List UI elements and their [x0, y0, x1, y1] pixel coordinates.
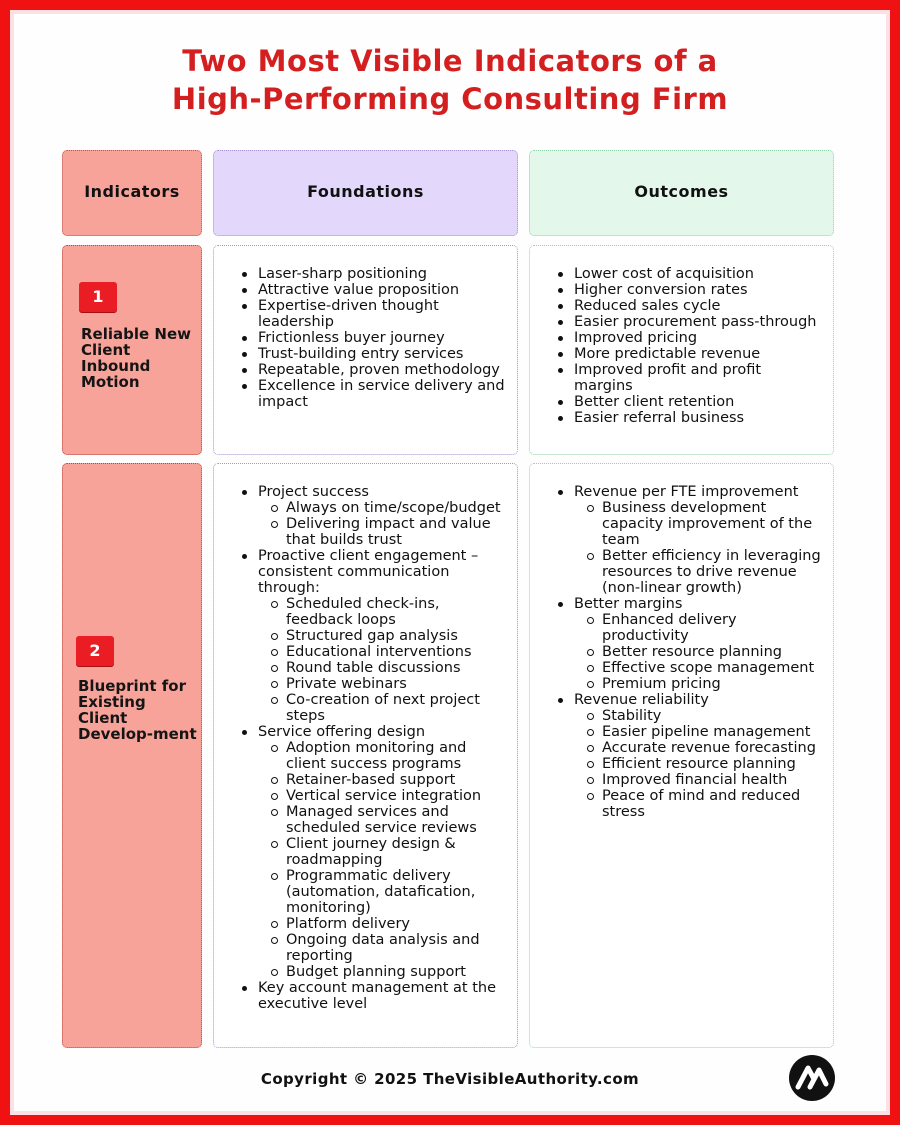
page-title: [0, 42, 900, 118]
sub-list-item: Delivering impact and value that builds trust: [258, 516, 510, 548]
foundations-header: [213, 150, 518, 236]
outcomes-1-cell: [529, 245, 834, 455]
sub-list-item: Round table discussions: [258, 660, 510, 676]
sub-list-item: Always on time/scope/budget: [258, 500, 510, 516]
list-item-text: Excellence in service delivery and impact: [258, 378, 505, 410]
sub-list-item: Business development capacity improvement of the team: [574, 500, 826, 548]
list-item-text: Higher conversion rates: [574, 282, 748, 298]
sub-list-item: Scheduled check-ins, feedback loops: [258, 596, 510, 628]
list-item-text: Project success: [258, 484, 369, 500]
list-item-text: Reduced sales cycle: [574, 298, 721, 314]
list-item: [238, 266, 508, 282]
list-item-text: Better client retention: [574, 394, 735, 410]
list-item-text: Revenue reliability: [574, 692, 709, 708]
foundations-2-cell: [213, 463, 518, 1048]
list-item: [238, 362, 508, 378]
visible-authority-logo-icon: [788, 1054, 836, 1102]
list-item-text: Service offering design: [258, 724, 426, 740]
sub-list: [574, 500, 826, 596]
indicator-1-cell: [62, 245, 202, 455]
sub-list: [258, 596, 510, 724]
sub-list: [258, 500, 510, 548]
list-item: [238, 980, 510, 1012]
foundations-header-label: Foundations: [307, 182, 424, 201]
list-item-text: More predictable revenue: [574, 346, 761, 362]
indicator-number-badge: 1: [79, 282, 117, 312]
list-item: [238, 298, 508, 330]
sub-list-item: Vertical service integration: [258, 788, 510, 804]
indicator-2-cell: [62, 463, 202, 1048]
list-item-text: Expertise-driven thought leadership: [258, 298, 439, 330]
list-item: [238, 484, 510, 548]
sub-list-item: Budget planning support: [258, 964, 510, 980]
list-item: [238, 378, 508, 410]
list-item-text: Lower cost of acquisition: [574, 266, 754, 282]
title-line-2: High-Performing Consulting Firm: [171, 82, 729, 116]
list-item-text: Trust-building entry services: [258, 346, 464, 362]
list-item: [238, 330, 508, 346]
list-item-text: Improved profit and profit margins: [574, 362, 762, 394]
list-item: [238, 548, 510, 724]
list-item-text: Key account management at the executive level: [258, 980, 496, 1012]
list-item: [554, 282, 824, 298]
foundations-list: [238, 484, 510, 1012]
indicator-number-badge: 2: [76, 636, 114, 666]
list-item: [554, 362, 824, 394]
list-item: [238, 346, 508, 362]
list-item: [238, 724, 510, 980]
title-line-1: Two Most Visible Indicators of a: [182, 44, 718, 78]
sub-list-item: Adoption monitoring and client success programs: [258, 740, 510, 772]
list-item: [554, 410, 824, 426]
sub-list-item: Retainer-based support: [258, 772, 510, 788]
list-item: [238, 282, 508, 298]
sub-list-item: Enhanced delivery productivity: [574, 612, 826, 644]
list-item-text: Repeatable, proven methodology: [258, 362, 500, 378]
outcomes-2-cell: [529, 463, 834, 1048]
list-item-text: Better margins: [574, 596, 683, 612]
list-item: [554, 692, 826, 820]
outcomes-header: [529, 150, 834, 236]
foundations-list: [238, 266, 508, 410]
sub-list-item: Platform delivery: [258, 916, 510, 932]
indicator-label: Reliable New Client Inbound Motion: [81, 325, 191, 391]
list-item-text: Proactive client engagement – consistent communication through:: [258, 548, 479, 596]
indicator-label: Blueprint for Existing Client Develop-ment: [78, 677, 197, 743]
sub-list-item: Improved financial health: [574, 772, 826, 788]
list-item-text: Improved pricing: [574, 330, 698, 346]
list-item: [554, 346, 824, 362]
sub-list-item: Educational interventions: [258, 644, 510, 660]
sub-list-item: Better resource planning: [574, 644, 826, 660]
indicators-header-label: Indicators: [84, 182, 180, 201]
outcomes-header-label: Outcomes: [634, 182, 729, 201]
sub-list-item: Accurate revenue forecasting: [574, 740, 826, 756]
list-item-text: Easier referral business: [574, 410, 745, 426]
sub-list-item: Efficient resource planning: [574, 756, 826, 772]
sub-list-item: Easier pipeline management: [574, 724, 826, 740]
sub-list-item: Ongoing data analysis and reporting: [258, 932, 510, 964]
list-item: [554, 596, 826, 692]
sub-list: [258, 740, 510, 980]
list-item-text: Frictionless buyer journey: [258, 330, 445, 346]
sub-list-item: Structured gap analysis: [258, 628, 510, 644]
list-item: [554, 314, 824, 330]
indicators-header: [62, 150, 202, 236]
sub-list-item: Programmatic delivery (automation, datafication, monitoring): [258, 868, 510, 916]
sub-list-item: Managed services and scheduled service reviews: [258, 804, 510, 836]
copyright-text: Copyright © 2025 TheVisibleAuthority.com: [260, 1070, 640, 1088]
sub-list-item: Co-creation of next project steps: [258, 692, 510, 724]
list-item: [554, 266, 824, 282]
list-item: [554, 330, 824, 346]
list-item-text: Revenue per FTE improvement: [574, 484, 799, 500]
foundations-1-cell: [213, 245, 518, 455]
sub-list: [574, 708, 826, 820]
outcomes-list: [554, 266, 824, 426]
sub-list-item: Stability: [574, 708, 826, 724]
sub-list-item: Premium pricing: [574, 676, 826, 692]
list-item-text: Laser-sharp positioning: [258, 266, 427, 282]
outcomes-list: [554, 484, 826, 820]
list-item: [554, 298, 824, 314]
sub-list-item: Peace of mind and reduced stress: [574, 788, 826, 820]
sub-list-item: Client journey design & roadmapping: [258, 836, 510, 868]
sub-list-item: Better efficiency in leveraging resources to drive revenue (non-linear growth): [574, 548, 826, 596]
list-item: [554, 394, 824, 410]
list-item: [554, 484, 826, 596]
sub-list-item: Private webinars: [258, 676, 510, 692]
list-item-text: Attractive value proposition: [258, 282, 460, 298]
sub-list-item: Effective scope management: [574, 660, 826, 676]
sub-list: [574, 612, 826, 692]
list-item-text: Easier procurement pass-through: [574, 314, 817, 330]
